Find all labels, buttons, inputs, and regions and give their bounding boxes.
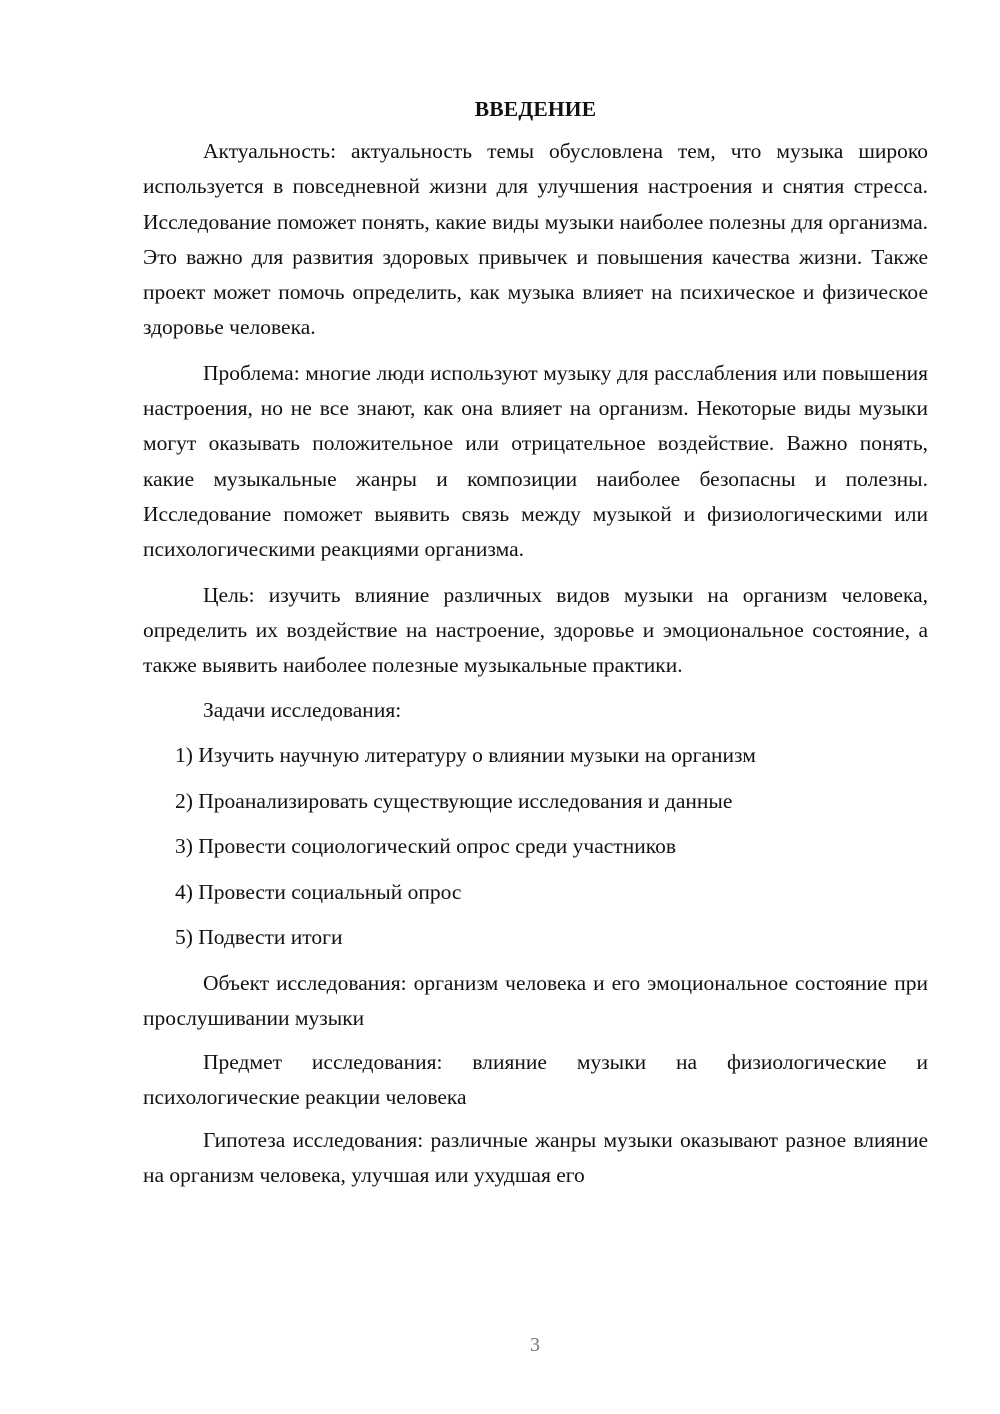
goal-paragraph: Цель: изучить влияние различных видов музыки на организм человека, определить их воздействие на настроение, здоровье и эмоциональное состояние, а также выявить наиболее полезные музыкальные практики. xyxy=(143,582,928,678)
task-item-5: 5) Подвести итоги xyxy=(175,925,343,950)
problem-paragraph: Проблема: многие люди используют музыку для расслабления или повышения настроения, но не все знают, как она влияет на организм. Некоторые виды музыки могут оказывать положительное или отрицательное воздействие. Важно понять, какие музыкальные жанры и композиции наиболее безопасны и полезны. Исследование поможет выявить связь между музыкой и физиологическими или психологическими реакциями организма. xyxy=(143,360,928,562)
object-paragraph: Объект исследования: организм человека и его эмоциональное состояние при прослушивании музыки xyxy=(143,970,928,1031)
relevance-paragraph: Актуальность: актуальность темы обусловлена тем, что музыка широко используется в повседневной жизни для улучшения настроения и снятия стресса. Исследование поможет понять, какие виды музыки наиболее полезны для организма. Это важно для развития здоровых привычек и повышения качества жизни. Также проект может помочь определить, как музыка влияет на психическое и физическое здоровье человека. xyxy=(143,139,928,340)
task-item-3: 3) Провести социологический опрос среди участников xyxy=(175,834,676,859)
task-item-2: 2) Проанализировать существующие исследования и данные xyxy=(175,788,733,813)
task-item-4: 4) Провести социальный опрос xyxy=(175,879,462,904)
subject-paragraph: Предмет исследования: влияние музыки на физиологические и психологические реакции человека xyxy=(143,1049,928,1109)
page-number: 3 xyxy=(530,1334,540,1356)
tasks-list xyxy=(143,738,928,955)
task-item-1: 1) Изучить научную литературу о влиянии музыки на организм xyxy=(175,743,756,768)
page-content xyxy=(143,92,928,1202)
section-heading: ВВЕДЕНИЕ xyxy=(474,97,597,121)
tasks-heading: Задачи исследования: xyxy=(203,698,402,723)
hypothesis-paragraph: Гипотеза исследования: различные жанры музыки оказывают разное влияние на организм человека, улучшая или ухудшая его xyxy=(143,1128,928,1188)
